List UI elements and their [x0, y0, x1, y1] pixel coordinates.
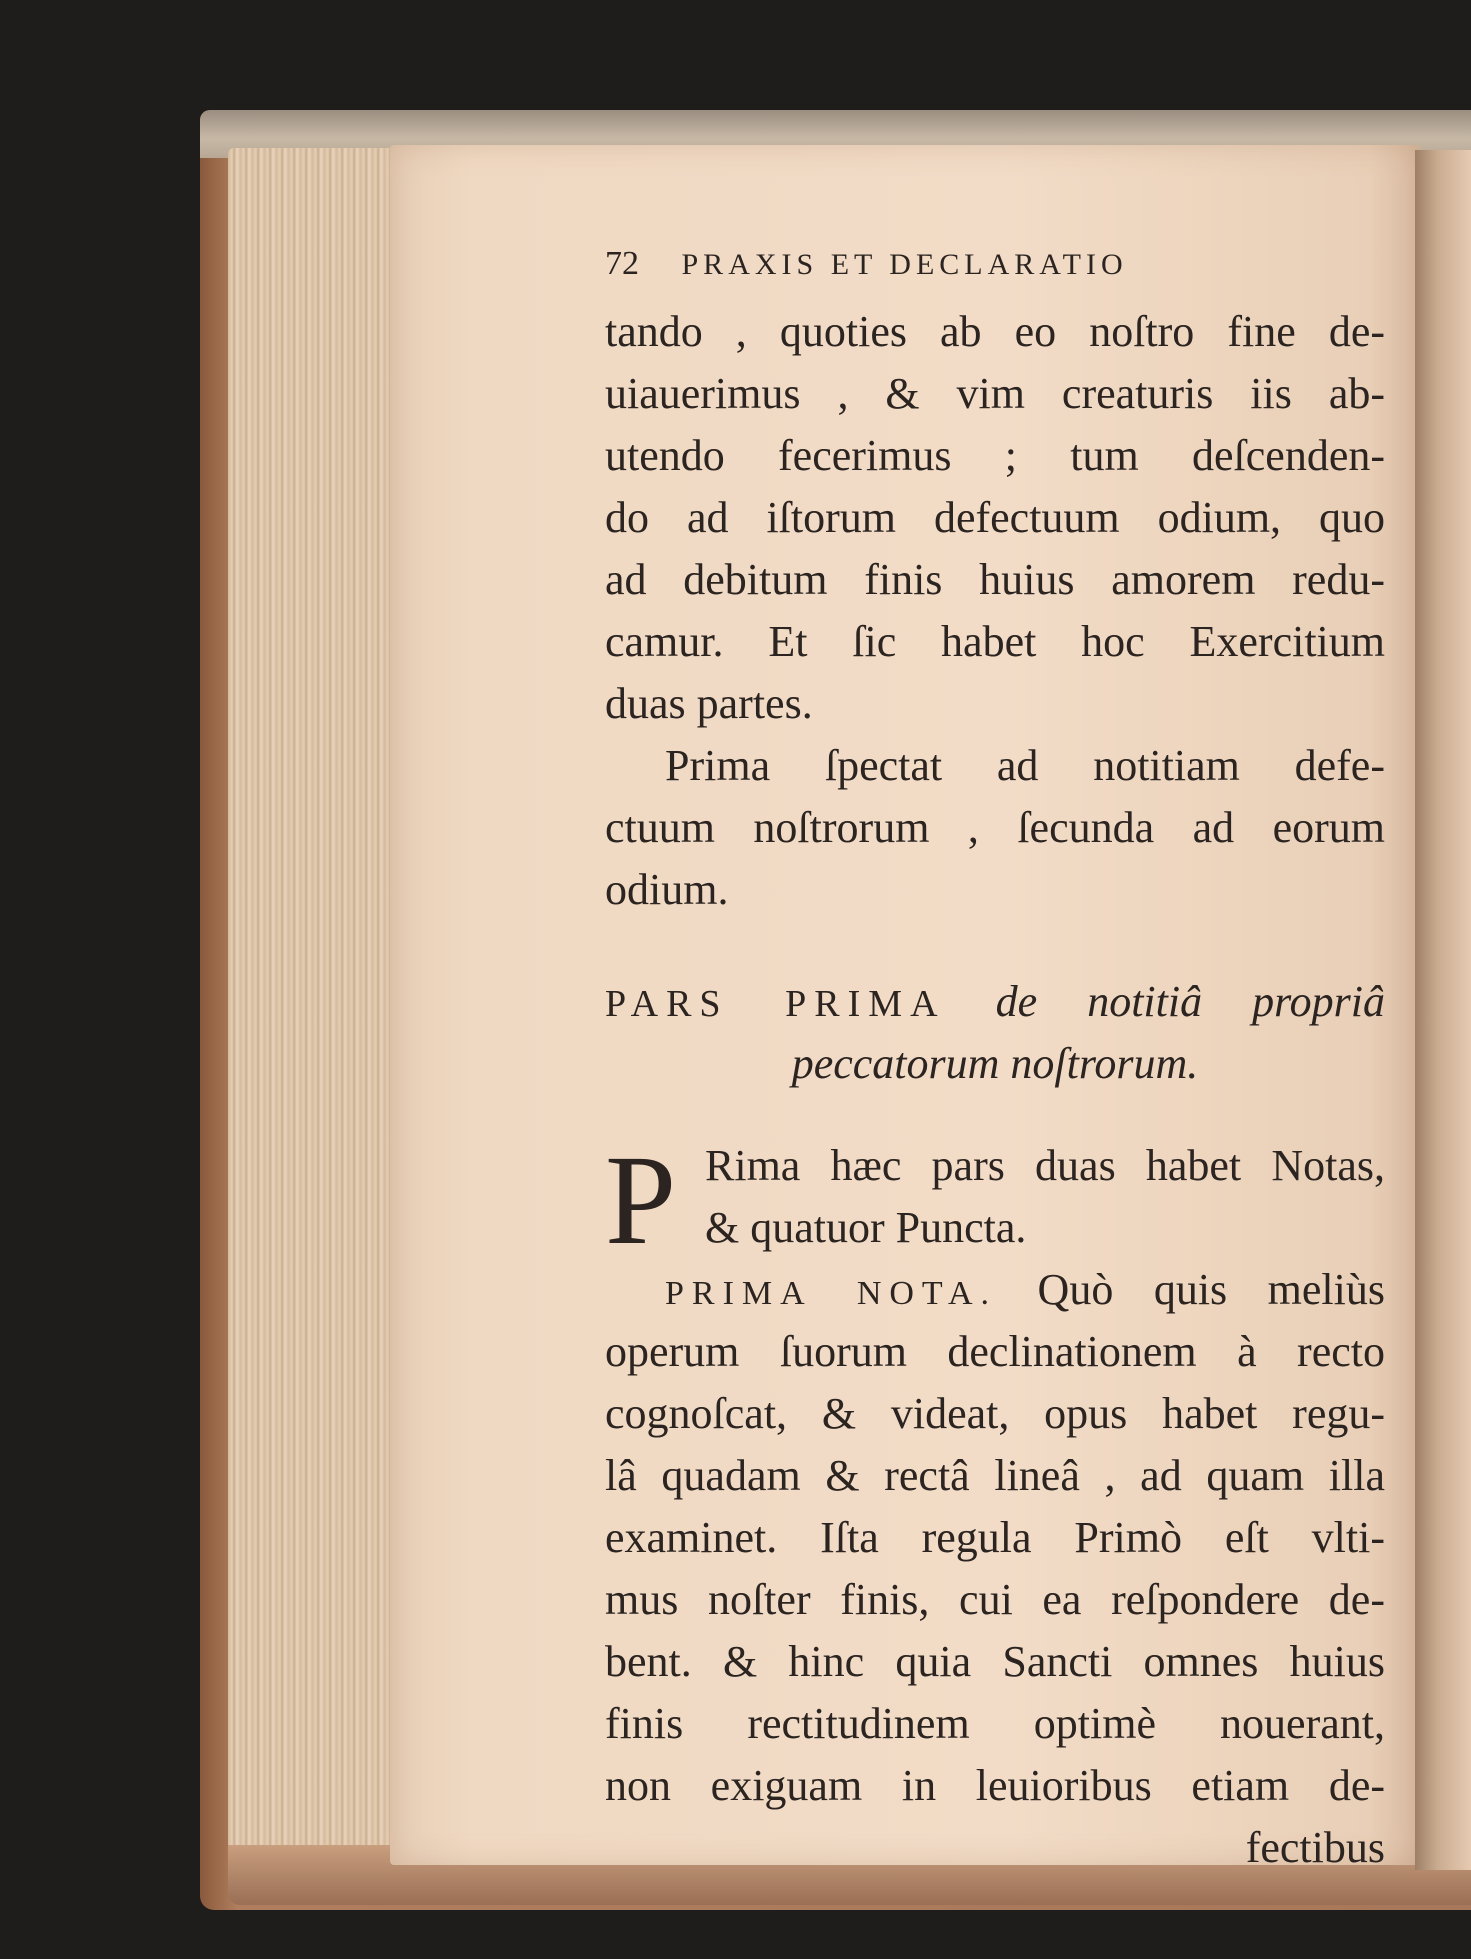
- section-title-caps: PARS PRIMA: [605, 983, 946, 1025]
- section-title: [605, 971, 1385, 1033]
- drop-cap-paragraph: [605, 1129, 1385, 1271]
- text-line: & quatuor Puncta.: [705, 1203, 1027, 1252]
- nota-line-1: Quò quis meliùs: [1037, 1265, 1386, 1314]
- text-line: bent. & hinc quia Sancti omnes huius: [605, 1637, 1385, 1686]
- running-title: PRAXIS ET DECLARATIO: [681, 248, 1128, 281]
- text-line: cognoſcat, & videat, opus habet regu-: [605, 1389, 1385, 1438]
- section-title-italic: de notitiâ propriâ: [995, 977, 1386, 1026]
- text-line: lâ quadam & rectâ lineâ , ad quam illa: [605, 1451, 1385, 1500]
- page-text: [605, 245, 1385, 1879]
- text-line: Rima hæc pars duas habet Notas,: [705, 1141, 1385, 1190]
- text-line: non exiguam in leuioribus etiam de-: [605, 1761, 1385, 1810]
- text-line: finis rectitudinem optimè nouerant,: [605, 1699, 1385, 1748]
- catchword: fectibus: [1245, 1823, 1385, 1872]
- text-line: examinet. Iſta regula Primò eſt vlti-: [605, 1513, 1385, 1562]
- page-block-edge: [228, 148, 398, 1868]
- running-header: [605, 245, 1385, 301]
- paragraph-1: [605, 301, 1385, 735]
- text-line: [605, 1259, 1385, 1321]
- text-line: odium.: [605, 865, 729, 914]
- drop-cap-initial: P: [605, 1129, 677, 1271]
- text-line: tando , quoties ab eo noſtro fine de-: [605, 307, 1385, 356]
- text-line: Prima ſpectat ad notitiam defe-: [665, 741, 1385, 790]
- text-line: camur. Et ſic habet hoc Exercitium: [605, 617, 1385, 666]
- text-line: mus noſter finis, cui ea reſpondere de-: [605, 1575, 1385, 1624]
- text-line: ad debitum finis huius amorem redu-: [605, 555, 1385, 604]
- page-gutter: [1415, 150, 1471, 1870]
- page-number: 72: [605, 245, 639, 282]
- text-line: duas partes.: [605, 679, 813, 728]
- text-line: ctuum noſtrorum , ſecunda ad eorum: [605, 803, 1385, 852]
- section-title-line-2: peccatorum noſtrorum.: [791, 1039, 1199, 1088]
- text-line: uiauerimus , & vim creaturis iis ab-: [605, 369, 1385, 418]
- paragraph-2: [605, 735, 1385, 921]
- text-line: operum ſuorum declinationem à recto: [605, 1327, 1385, 1376]
- nota-label: PRIMA NOTA.: [665, 1275, 998, 1312]
- text-line: utendo fecerimus ; tum deſcenden-: [605, 431, 1385, 480]
- text-line: do ad iſtorum defectuum odium, quo: [605, 493, 1385, 542]
- prima-nota-paragraph: [605, 1259, 1385, 1879]
